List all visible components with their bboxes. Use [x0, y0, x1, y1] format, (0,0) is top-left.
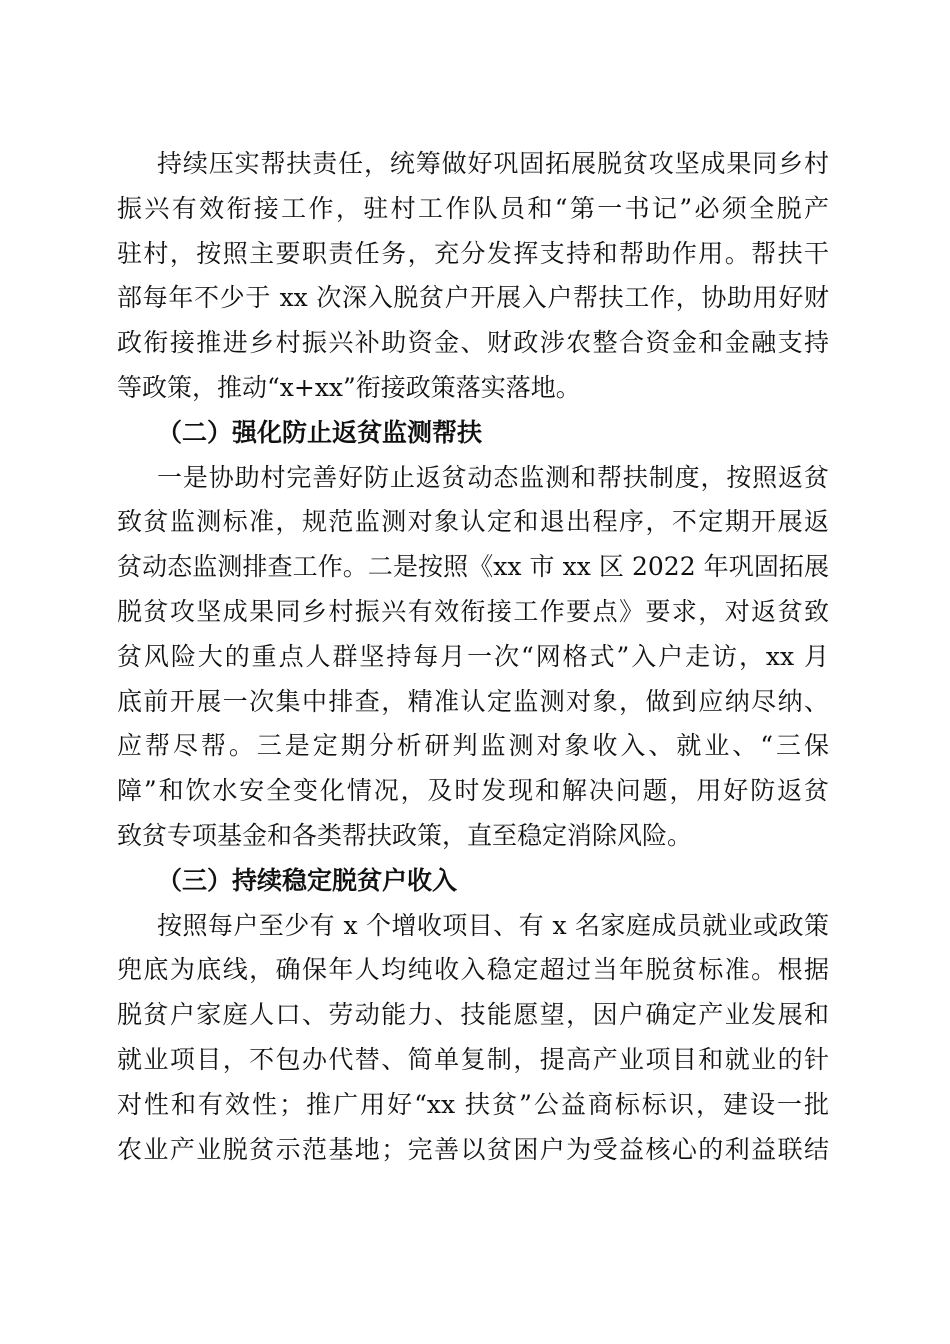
paragraph-1-line-2: 振兴有效衔接工作，驻村工作队员和“第一书记”必须全脱产	[117, 193, 829, 223]
paragraph-3-line-4: 就业项目，不包办代替、简单复制，提高产业项目和就业的针	[117, 1044, 829, 1074]
paragraph-2-line-1: 一是协助村完善好防止返贫动态监测和帮扶制度，按照返贫	[157, 462, 829, 492]
paragraph-1-line-5: 政衔接推进乡村振兴补助资金、财政涉农整合资金和金融支持	[117, 328, 829, 358]
paragraph-2-line-3: 贫动态监测排查工作。二是按照《xx 市 xx 区 2022 年巩固拓展	[117, 552, 829, 582]
paragraph-1-line-3: 驻村，按照主要职责任务，充分发挥支持和帮助作用。帮扶干	[117, 238, 829, 268]
paragraph-2-line-5: 贫风险大的重点人群坚持每月一次“网格式”入户走访，xx 月	[117, 641, 829, 671]
paragraph-1-line-4: 部每年不少于 xx 次深入脱贫户开展入户帮扶工作，协助用好财	[117, 283, 829, 313]
paragraph-2-line-7: 应帮尽帮。三是定期分析研判监测对象收入、就业、“三保	[117, 731, 829, 761]
paragraph-2-line-6: 底前开展一次集中排查，精准认定监测对象，做到应纳尽纳、	[117, 686, 829, 716]
paragraph-3-line-6: 农业产业脱贫示范基地；完善以贫困户为受益核心的利益联结	[117, 1134, 829, 1164]
paragraph-2-line-9: 致贫专项基金和各类帮扶政策，直至稳定消除风险。	[117, 820, 693, 850]
paragraph-1-line-6: 等政策，推动“x+xx”衔接政策落实落地。	[117, 372, 581, 402]
section-heading-3: （三）持续稳定脱贫户收入	[157, 865, 458, 895]
paragraph-3-line-1: 按照每户至少有 x 个增收项目、有 x 名家庭成员就业或政策	[157, 910, 829, 940]
paragraph-2-line-2: 致贫监测标准，规范监测对象认定和退出程序，不定期开展返	[117, 507, 829, 537]
section-heading-2: （二）强化防止返贫监测帮扶	[157, 417, 483, 447]
paragraph-3-line-5: 对性和有效性；推广用好“xx 扶贫”公益商标标识，建设一批	[117, 1089, 829, 1119]
paragraph-3-line-2: 兜底为底线，确保年人均纯收入稳定超过当年脱贫标准。根据	[117, 955, 829, 985]
paragraph-3-line-3: 脱贫户家庭人口、劳动能力、技能愿望，因户确定产业发展和	[117, 1000, 829, 1030]
paragraph-2-line-4: 脱贫攻坚成果同乡村振兴有效衔接工作要点》要求，对返贫致	[117, 596, 829, 626]
paragraph-2-line-8: 障”和饮水安全变化情况，及时发现和解决问题，用好防返贫	[117, 776, 829, 806]
document-body	[117, 142, 829, 1172]
paragraph-1-line-1: 持续压实帮扶责任，统筹做好巩固拓展脱贫攻坚成果同乡村	[157, 149, 829, 178]
